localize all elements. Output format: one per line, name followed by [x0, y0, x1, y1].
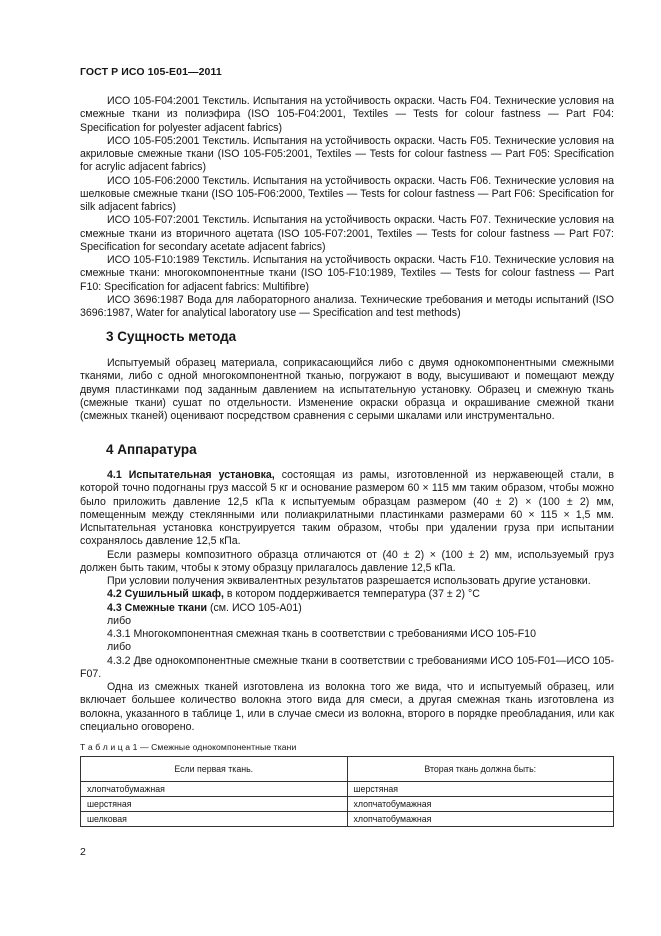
paragraph-4-3-label: 4.3 Смежные ткани: [107, 601, 207, 614]
paragraph-4-1-c: При условии получения эквивалентных результатов разрешается использовать другие установки.: [107, 575, 591, 587]
paragraph-4-3-end: Одна из смежных тканей изготовлена из волокна того же вида, что и испытуемый образец, или включает большее количество волокна этого вида для смеси, а другая смежная ткань изготовлена из волокна, указанного в таблице 1, или в случае смеси из волокна, второго в порядке преобладания, или как специально оговорено.: [80, 681, 614, 733]
section-4-body: [80, 469, 614, 734]
section-3-text: Испытуемый образец материала, соприкасающийся либо с двумя однокомпонентными смежными тканями, либо с одной многокомпонентной тканью, погружают в воду, высушивают и помещают между двумя пластинками под заданным давлением на испытательную установку. Образец и смежную ткань (смежные ткани) сушат по отдельности. Изменение окраски образца и окрашивание смежной ткани (смежных тканей) оценивают посредством сравнения с серыми шкалами или инструментально.: [80, 357, 614, 422]
paragraph-4-3-text: (см. ИСО 105-A01): [207, 601, 302, 614]
page-header: ГОСТ Р ИСО 105-E01—2011: [80, 66, 222, 78]
normative-references: [80, 95, 614, 320]
table-row: [81, 797, 614, 812]
table-caption: Т а б л и ц а 1 — Смежные однокомпонентные ткани: [80, 742, 297, 752]
section-3-body: [80, 357, 614, 423]
section-4-title: 4 Аппаратура: [106, 442, 197, 457]
table-cell: хлопчатобумажная: [347, 812, 614, 827]
reference-item: ИСО 105-F06:2000 Текстиль. Испытания на устойчивость окраски. Часть F06. Технические условия на шелковые смежные ткани (ISO 105-F06:2000, Textiles — Tests for colour fastness — Part F06: Specification for silk adjacent fabrics): [80, 174, 614, 213]
table-header-cell: Если первая ткань.: [81, 757, 348, 782]
table-1: [80, 756, 614, 827]
reference-item: ИСО 105-F04:2001 Текстиль. Испытания на устойчивость окраски. Часть F04. Технические условия на смежные ткани из полиэфира (ISO 105-F04:2001, Textiles — Tests for colour fastness — Part F04: Specification for polyester adjacent fabrics): [80, 95, 614, 134]
paragraph-4-2: [80, 588, 614, 601]
paragraph-4-3-2: 4.3.2 Две однокомпонентные смежные ткани в соответствии с требованиями ИСО 105-F01—ИСО 105-F07.: [80, 654, 614, 680]
table-header-cell: Вторая ткань должна быть:: [347, 757, 614, 782]
table-cell: шерстяная: [347, 782, 614, 797]
paragraph-4-1-b: Если размеры композитного образца отличаются от (40 ± 2) × (100 ± 2) мм, используемый груз должен быть таким, чтобы к этому образцу прилагалось давление 12,5 кПа.: [80, 548, 614, 574]
reference-item: ИСО 105-F10:1989 Текстиль. Испытания на устойчивость окраски. Часть F10. Технические условия на смежные ткани: многокомпонентные ткани (ISO 105-F10:1989, Textiles — Tests for colour fastness — Part F10: Specification for adjacent fabrics: Multifibre): [80, 254, 614, 293]
table-header-row: [81, 757, 614, 782]
table-row: [81, 782, 614, 797]
table-row: [81, 812, 614, 827]
table-cell: хлопчатобумажная: [347, 797, 614, 812]
page-number: 2: [80, 846, 86, 858]
paragraph-4-3-1: 4.3.1 Многокомпонентная смежная ткань в соответствии с требованиями ИСО 105-F10: [107, 628, 536, 640]
section-3-title: 3 Сущность метода: [106, 329, 237, 344]
or-text: либо: [107, 614, 132, 627]
reference-item: ИСО 105-F07:2001 Текстиль. Испытания на устойчивость окраски. Часть F07. Технические условия на смежные ткани из вторичного ацетата (ISO 105-F07:2001, Textiles — Tests for colour fastness — Part F07: Specification for secondary acetate adjacent fabrics): [80, 214, 614, 253]
paragraph-4-3: [80, 602, 614, 615]
reference-item: ИСО 105-F05:2001 Текстиль. Испытания на устойчивость окраски. Часть F05. Технические условия на акриловые смежные ткани (ISO 105-F05:2001, Textiles — Tests for colour fastness — Part F05: Specification for acrylic adjacent fabrics): [80, 134, 614, 174]
table-cell: шелковая: [81, 812, 348, 827]
paragraph-4-2-label: 4.2 Сушильный шкаф,: [107, 588, 224, 601]
reference-item: ИСО 3696:1987 Вода для лабораторного анализа. Технические требования и методы испытаний (ISO 3696:1987, Water for analytical laboratory use — Specification and test methods): [80, 293, 614, 319]
paragraph-4-2-text: в котором поддерживается температура (37 ± 2) °С: [223, 588, 480, 601]
paragraph-4-1-label: 4.1 Испытательная установка,: [107, 469, 275, 481]
table-cell: хлопчатобумажная: [81, 782, 348, 797]
table-cell: шерстяная: [81, 797, 348, 812]
paragraph-4-1: [80, 469, 614, 549]
or-text: либо: [107, 641, 132, 654]
paragraph-4-1-text: состоящая из рамы, изготовленной из нержавеющей стали, в которой точно подогнаны груз массой 5 кг и основание размером 60 × 115 мм таким образом, чтобы можно было приложить давление 12,5 кПа к испытуемым образцам размером (40 ± 2) × (100 ± 2) мм, помещенным между стеклянными или полиакрилатными пластинками размерами 60 × 115 × 1,5 мм. Испытательная установка конструируется таким образом, чтобы при удалении груза при испытании сохранялось давление 12,5 кПа.: [80, 469, 614, 548]
